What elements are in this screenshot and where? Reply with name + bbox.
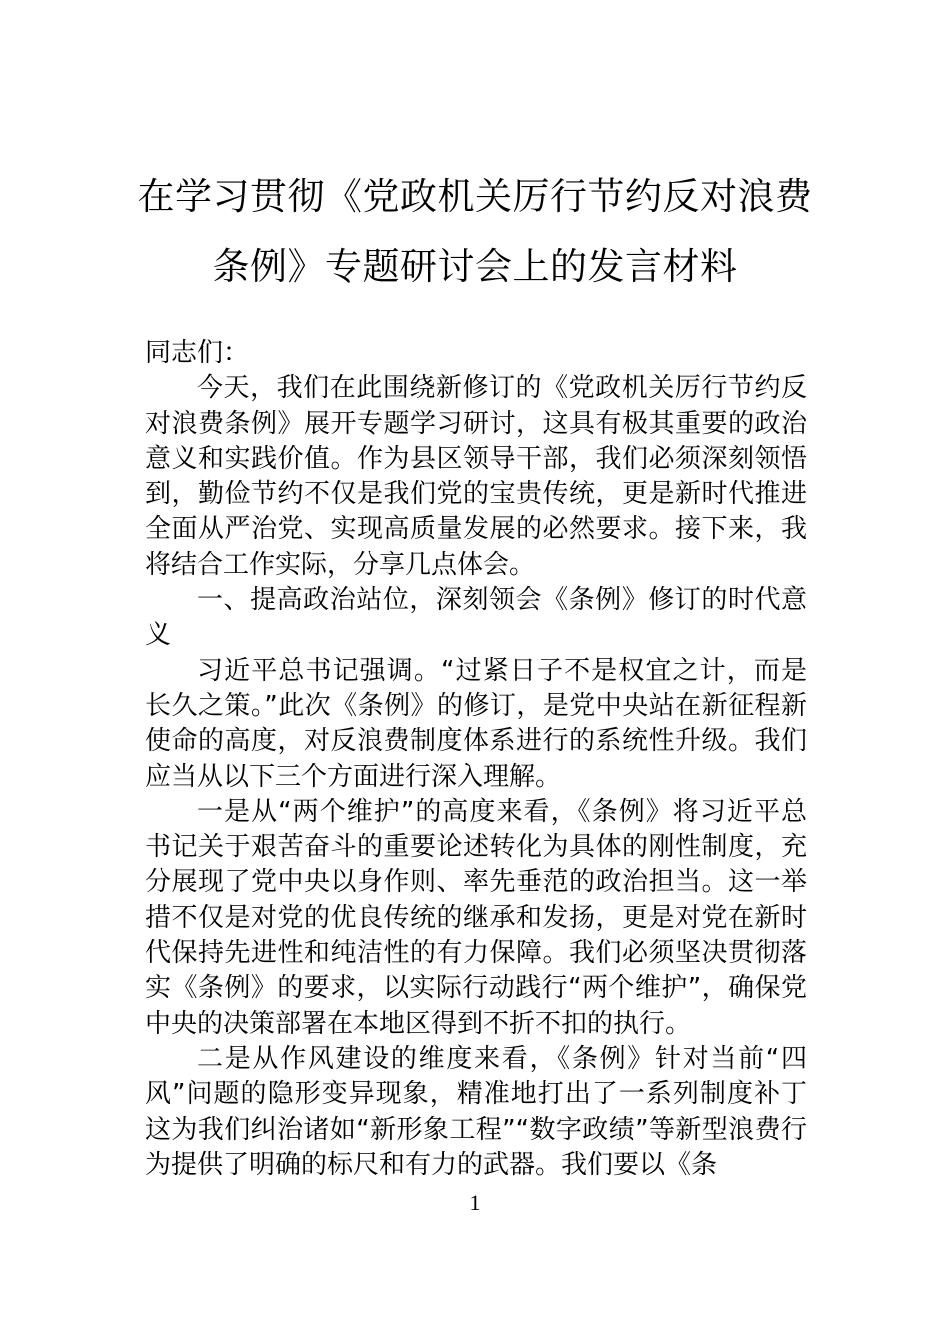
document-title-line-2: 条例》专题研讨会上的发言材料 — [212, 245, 738, 288]
section-heading-1: 一、提高政治站位，深刻领会《条例》修订的时代意义 — [145, 585, 807, 651]
paragraph-point-2: 二是从作风建设的维度来看，《条例》针对当前“四风”问题的隐形变异现象，精准地打出了一系列制度补丁这为我们纠治诸如“新形象工程”“数字政绩”等新型浪费行为提供了明确的标尺和有力的武器。我们要以《条 — [145, 1043, 807, 1180]
page-number: 1 — [469, 1190, 481, 1215]
paragraph-quote: 习近平总书记强调。“过紧日子不是权宜之计，而是长久之策。”此次《条例》的修订，是党中央站在新征程新使命的高度，对反浪费制度体系进行的系统性升级。我们应当从以下三个方面进行深入理解。 — [145, 655, 807, 792]
document-title-line-1: 在学习贯彻《党政机关厉行节约反对浪费 — [137, 175, 813, 218]
document-body — [145, 336, 807, 1183]
salutation: 同志们： — [145, 338, 250, 368]
paragraph-intro: 今天，我们在此围绕新修订的《党政机关厉行节约反对浪费条例》展开专题学习研讨，这具有极其重要的政治意义和实践价值。作为县区领导干部，我们必须深刻领悟到，勤俭节约不仅是我们党的宝贵传统，更是新时代推进全面从严治党、实现高质量发展的必然要求。接下来，我将结合工作实际，分享几点体会。 — [145, 373, 807, 580]
paragraph-point-1: 一是从“两个维护”的高度来看，《条例》将习近平总书记关于艰苦奋斗的重要论述转化为具体的刚性制度，充分展现了党中央以身作则、率先垂范的政治担当。这一举措不仅是对党的优良传统的继承和发扬，更是对党在新时代保持先进性和纯洁性的有力保障。我们必须坚决贯彻落实《条例》的要求，以实际行动践行“两个维护”，确保党中央的决策部署在本地区得到不折不扣的执行。 — [145, 796, 807, 1039]
